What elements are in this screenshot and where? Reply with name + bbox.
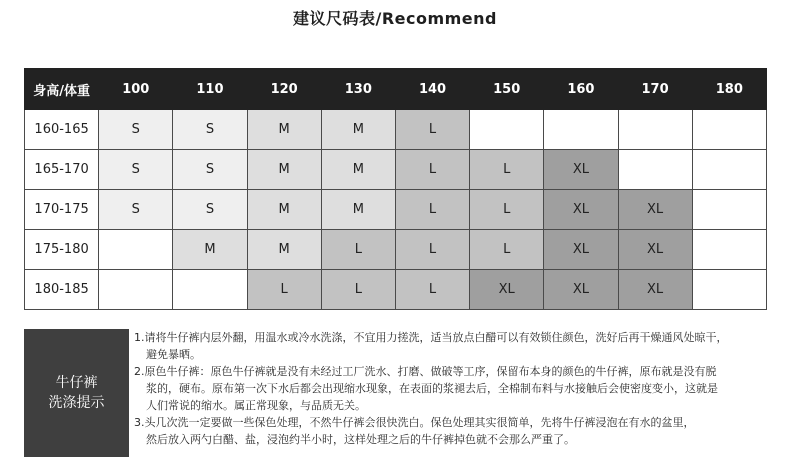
table-row xyxy=(25,270,767,310)
weight-column-header: 160 xyxy=(544,69,618,110)
size-cell: XL xyxy=(544,230,618,270)
table-row xyxy=(25,110,767,150)
size-cell: L xyxy=(395,110,469,150)
weight-column-header: 150 xyxy=(470,69,544,110)
table-header-row xyxy=(25,69,767,110)
size-cell: L xyxy=(395,190,469,230)
size-cell: S xyxy=(173,150,247,190)
size-cell: L xyxy=(247,270,321,310)
size-cell: XL xyxy=(618,270,692,310)
height-row-label: 170-175 xyxy=(25,190,99,230)
size-cell: M xyxy=(247,190,321,230)
size-cell xyxy=(99,230,173,270)
height-row-label: 180-185 xyxy=(25,270,99,310)
size-cell xyxy=(618,110,692,150)
table-corner-header: 身高/体重 xyxy=(25,69,99,110)
size-cell xyxy=(173,270,247,310)
size-cell: L xyxy=(321,270,395,310)
size-cell xyxy=(692,110,766,150)
height-row-label: 175-180 xyxy=(25,230,99,270)
care-item-1-cont: 避免暴晒。 xyxy=(146,348,201,361)
care-instructions xyxy=(134,329,774,448)
size-cell: S xyxy=(99,150,173,190)
size-cell: L xyxy=(395,270,469,310)
height-row-label: 160-165 xyxy=(25,110,99,150)
size-cell xyxy=(470,110,544,150)
size-cell xyxy=(99,270,173,310)
size-cell: S xyxy=(99,190,173,230)
care-item-3: 3.头几次洗一定要做一些保色处理，不然牛仔裤会很快洗白。保色处理其实很简单，先将牛仔裤浸泡在有水的盆里， xyxy=(134,416,695,429)
size-cell: M xyxy=(321,110,395,150)
care-section xyxy=(24,329,774,461)
size-cell: S xyxy=(173,190,247,230)
size-cell: XL xyxy=(618,190,692,230)
table-row xyxy=(25,190,767,230)
size-cell xyxy=(692,270,766,310)
size-cell: L xyxy=(395,230,469,270)
care-heading-line2: 洗涤提示 xyxy=(48,395,105,411)
weight-column-header: 110 xyxy=(173,69,247,110)
size-cell: S xyxy=(173,110,247,150)
size-cell: L xyxy=(395,150,469,190)
weight-column-header: 170 xyxy=(618,69,692,110)
weight-column-header: 100 xyxy=(99,69,173,110)
weight-column-header: 180 xyxy=(692,69,766,110)
size-cell: XL xyxy=(470,270,544,310)
size-cell: XL xyxy=(544,270,618,310)
size-cell: S xyxy=(99,110,173,150)
size-cell xyxy=(692,230,766,270)
table-row xyxy=(25,230,767,270)
size-cell: L xyxy=(470,150,544,190)
care-heading-box xyxy=(24,329,129,457)
size-cell: M xyxy=(247,230,321,270)
size-cell: L xyxy=(470,190,544,230)
table-row xyxy=(25,150,767,190)
size-cell: L xyxy=(321,230,395,270)
care-item-2-cont: 浆的，硬布。原布第一次下水后都会出现缩水现象，在表面的浆褪去后，全棉制布料与水接触后会使密度变小，这就是 xyxy=(146,382,718,395)
size-cell: M xyxy=(321,150,395,190)
height-row-label: 165-170 xyxy=(25,150,99,190)
size-cell: XL xyxy=(544,190,618,230)
size-cell: M xyxy=(173,230,247,270)
care-item-3-cont: 然后放入两勺白醋、盐，浸泡约半小时，这样处理之后的牛仔裤掉色就不会那么严重了。 xyxy=(146,433,575,446)
size-cell xyxy=(692,190,766,230)
size-cell: L xyxy=(470,230,544,270)
weight-column-header: 130 xyxy=(321,69,395,110)
size-cell xyxy=(692,150,766,190)
care-item-2-cont2: 人们常说的缩水。属正常现象，与品质无关。 xyxy=(146,399,366,412)
table-body xyxy=(25,110,767,310)
size-cell: XL xyxy=(618,230,692,270)
size-cell: M xyxy=(247,150,321,190)
page-title: 建议尺码表/Recommend xyxy=(292,9,498,28)
size-cell xyxy=(618,150,692,190)
weight-column-header: 140 xyxy=(395,69,469,110)
size-recommendation-table xyxy=(24,68,767,310)
care-heading-line1: 牛仔裤 xyxy=(55,375,98,391)
size-cell xyxy=(544,110,618,150)
care-item-2: 2.原色牛仔裤：原色牛仔裤就是没有未经过工厂洗水、打磨、做破等工序，保留布本身的颜色的牛仔裤，原布就是没有脱 xyxy=(134,365,717,378)
size-cell: M xyxy=(247,110,321,150)
care-item-1: 1.请将牛仔裤内层外翻，用温水或冷水洗涤，不宜用力搓洗，适当放点白醋可以有效锁住颜色，洗好后再干燥通风处晾干， xyxy=(134,331,728,344)
size-cell: XL xyxy=(544,150,618,190)
weight-column-header: 120 xyxy=(247,69,321,110)
size-cell: M xyxy=(321,190,395,230)
